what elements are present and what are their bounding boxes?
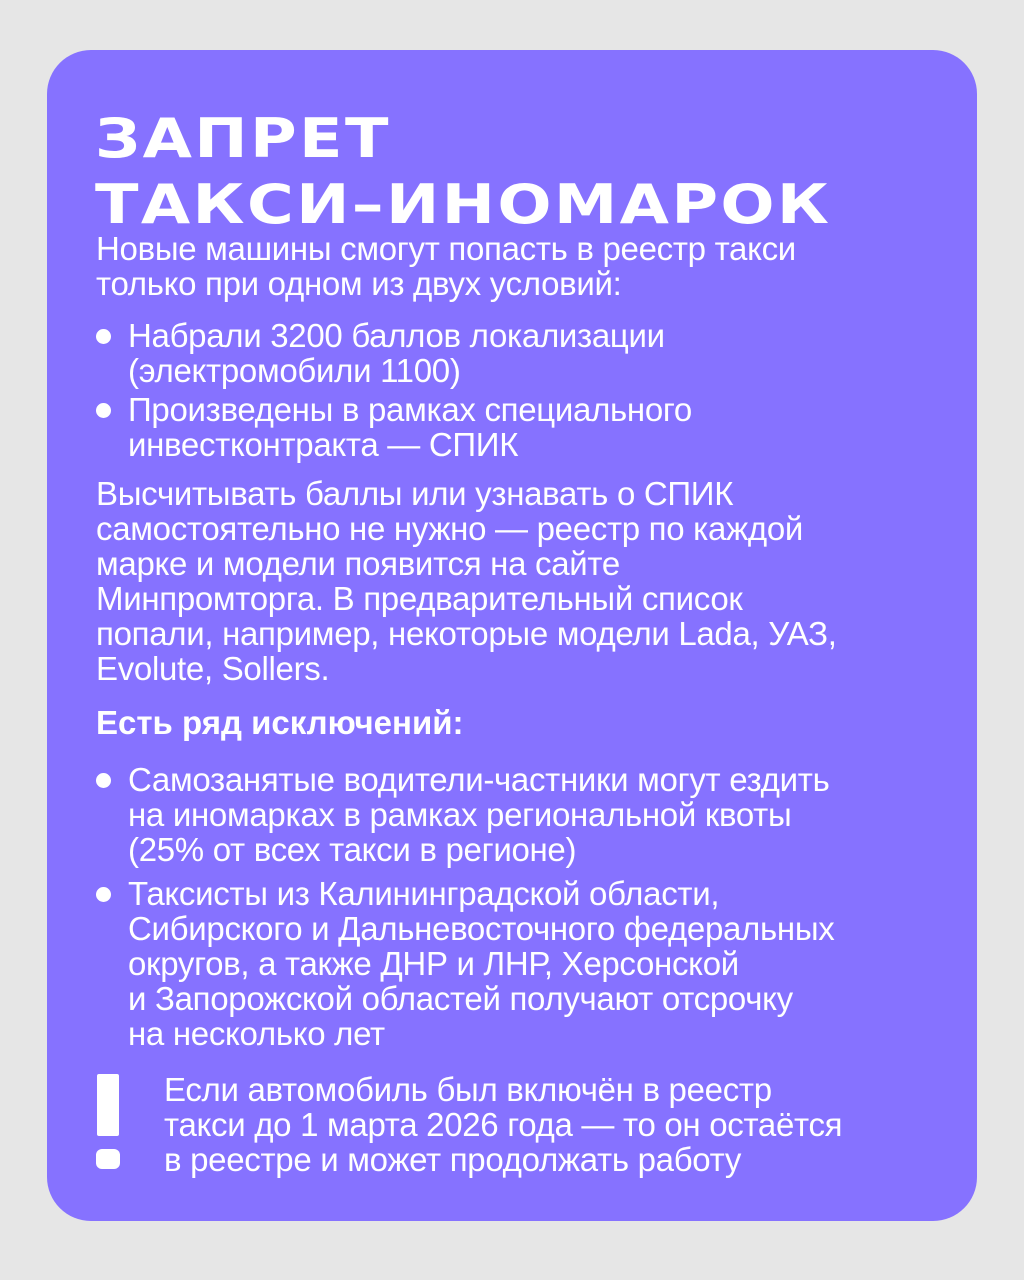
exception-line: Самозанятые водители-частники могут ездить	[128, 761, 830, 798]
intro-text	[96, 231, 956, 301]
exception-line: Сибирского и Дальневосточного федеральных	[128, 910, 835, 947]
exception-line: (25% от всех такси в регионе)	[128, 831, 577, 868]
info-card	[47, 50, 977, 1221]
paragraph-line: попали, например, некоторые модели Lada, УАЗ,	[96, 615, 837, 652]
notice-line: Если автомобиль был включён в реестр	[164, 1071, 772, 1108]
condition-line: Набрали 3200 баллов локализации	[128, 317, 665, 354]
exception-line: округов, а также ДНР и ЛНР, Херсонской	[128, 945, 739, 982]
notice-block	[96, 1072, 956, 1182]
bullet-icon	[96, 403, 111, 418]
intro-line: только при одном из двух условий:	[96, 265, 622, 302]
intro-line: Новые машины смогут попасть в реестр такси	[96, 230, 796, 267]
notice-text	[164, 1072, 964, 1177]
exclamation-bar	[97, 1074, 119, 1136]
info-paragraph	[96, 476, 956, 686]
condition-line: (электромобили 1100)	[128, 352, 461, 389]
bullet-icon	[96, 329, 111, 344]
exceptions-list	[96, 762, 956, 1051]
exception-line: и Запорожской областей получают отсрочку	[128, 980, 793, 1017]
bullet-icon	[96, 773, 111, 788]
exceptions-heading: Есть ряд исключений:	[96, 704, 464, 741]
exception-item	[96, 762, 956, 867]
exception-line: на несколько лет	[128, 1015, 385, 1052]
condition-item	[96, 318, 956, 388]
card-title	[95, 106, 831, 238]
exception-line: на иномарках в рамках региональной квоты	[128, 796, 792, 833]
bullet-icon	[96, 887, 111, 902]
paragraph-line: Минпромторга. В предварительный список	[96, 580, 743, 617]
paragraph-line: самостоятельно не нужно — реестр по каждой	[96, 510, 804, 547]
exception-item	[96, 876, 956, 1051]
paragraph-line: Высчитывать баллы или узнавать о СПИК	[96, 475, 734, 512]
paragraph-line: марке и модели появится на сайте	[96, 545, 620, 582]
exception-line: Таксисты из Калининградской области,	[128, 875, 720, 912]
notice-line: в реестре и может продолжать работу	[164, 1141, 742, 1178]
title-line: ЗАПРЕТ	[95, 107, 391, 170]
exclamation-dot	[96, 1149, 120, 1169]
paragraph-line: Evolute, Sollers.	[96, 650, 330, 687]
notice-line: такси до 1 марта 2026 года — то он остаётся	[164, 1106, 843, 1143]
condition-item	[96, 392, 956, 462]
condition-line: Произведены в рамках специального	[128, 391, 692, 428]
condition-line: инвестконтракта — СПИК	[128, 426, 519, 463]
title-line: ТАКСИ–ИНОМАРОК	[95, 173, 832, 236]
conditions-list	[96, 318, 956, 462]
